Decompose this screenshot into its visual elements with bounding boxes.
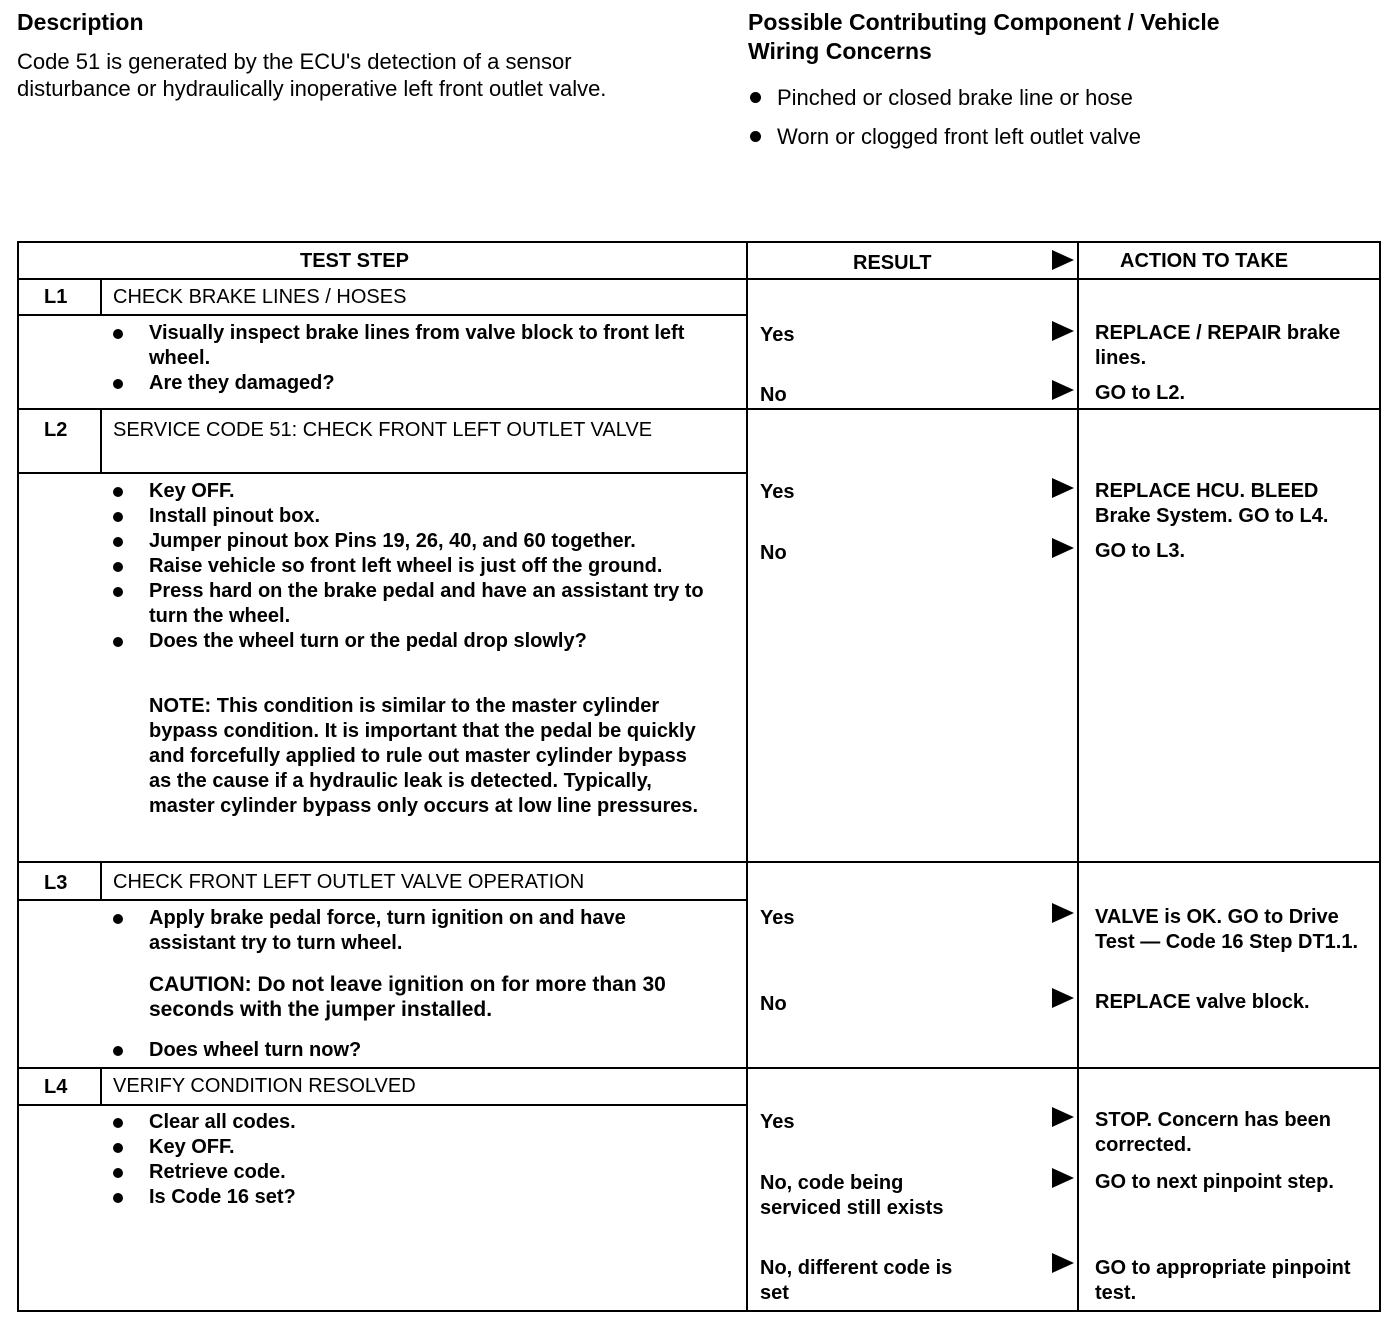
caution-l3: CAUTION: Do not leave ignition on for more than 30 seconds with the jumper installed.	[149, 973, 666, 1021]
header-result: RESULT	[853, 252, 932, 274]
step-id-l4: L4	[44, 1076, 68, 1098]
concern-item: Worn or clogged front left outlet valve	[750, 117, 1141, 156]
arrow-icon	[1052, 478, 1074, 498]
result-l3-no: No	[760, 993, 787, 1015]
arrow-icon	[1052, 903, 1074, 923]
action-l2-no: GO to L3.	[1095, 540, 1185, 562]
list-item: Does the wheel turn or the pedal drop slowly?	[113, 629, 713, 654]
list-item: Apply brake pedal force, turn ignition on and have assistant try to turn wheel.	[113, 906, 713, 956]
arrow-icon	[1052, 1168, 1074, 1188]
description-text: Code 51 is generated by the ECU's detection of a sensor disturbance or hydraulically inoperative left front outlet valve.	[17, 49, 607, 101]
list-item: Are they damaged?	[113, 371, 713, 396]
step-list-l3	[113, 906, 713, 956]
step-title-l1: CHECK BRAKE LINES / HOSES	[113, 286, 407, 308]
result-l2-yes: Yes	[760, 481, 795, 503]
action-l2-yes: REPLACE HCU. BLEED Brake System. GO to L4.	[1095, 480, 1329, 527]
list-item: Key OFF.	[113, 1135, 713, 1160]
header-test-step: TEST STEP	[300, 250, 409, 272]
step-title-l2: SERVICE CODE 51: CHECK FRONT LEFT OUTLET VALVE	[113, 419, 653, 441]
arrow-icon	[1052, 380, 1074, 400]
concerns-heading	[748, 8, 1368, 66]
list-item: Clear all codes.	[113, 1110, 713, 1135]
result-l4-no-same: No, code being serviced still exists	[760, 1172, 944, 1219]
arrow-icon	[1052, 321, 1074, 341]
list-item: Key OFF.	[113, 479, 713, 504]
arrow-icon	[1052, 1107, 1074, 1127]
action-l3-no: REPLACE valve block.	[1095, 991, 1310, 1013]
bullet-icon	[750, 131, 761, 142]
step-list-l1	[113, 321, 713, 396]
list-item: Jumper pinout box Pins 19, 26, 40, and 60 together.	[113, 529, 713, 554]
result-l1-yes: Yes	[760, 324, 795, 346]
concern-item: Pinched or closed brake line or hose	[750, 78, 1141, 117]
header-action: ACTION TO TAKE	[1120, 250, 1289, 272]
concerns-heading-line2: Wiring Concerns	[748, 38, 932, 64]
result-l1-no: No	[760, 384, 787, 406]
list-item: Does wheel turn now?	[113, 1038, 713, 1063]
step-list-l2	[113, 479, 713, 654]
list-item: Is Code 16 set?	[113, 1185, 713, 1210]
result-l3-yes: Yes	[760, 907, 795, 929]
note-l2: NOTE: This condition is similar to the master cylinder bypass condition. It is important that the pedal be quickly and forcefully applied to rule out master cylinder bypass as the cause if a hydraulic leak is detected. Typically, master cylinder bypass only occurs at low line pressures.	[149, 695, 699, 817]
list-item: Install pinout box.	[113, 504, 713, 529]
arrow-icon	[1052, 988, 1074, 1008]
step-id-l2: L2	[44, 419, 68, 441]
arrow-icon	[1052, 250, 1074, 270]
step-id-l3: L3	[44, 872, 68, 894]
step-list-l4	[113, 1110, 713, 1210]
result-l2-no: No	[760, 542, 787, 564]
step-title-l4: VERIFY CONDITION RESOLVED	[113, 1075, 416, 1097]
action-l1-yes: REPLACE / REPAIR brake lines.	[1095, 322, 1341, 369]
list-item: Visually inspect brake lines from valve block to front left wheel.	[113, 321, 713, 371]
result-l4-no-different: No, different code is set	[760, 1257, 953, 1304]
action-l1-no: GO to L2.	[1095, 382, 1185, 404]
list-item: Raise vehicle so front left wheel is just off the ground.	[113, 554, 713, 579]
result-l4-yes: Yes	[760, 1111, 795, 1133]
action-l4-no-different: GO to appropriate pinpoint test.	[1095, 1257, 1351, 1304]
arrow-icon	[1052, 1253, 1074, 1273]
description-heading: Description	[17, 9, 144, 35]
concerns-list	[750, 78, 1141, 156]
bullet-icon	[750, 92, 761, 103]
list-item: Retrieve code.	[113, 1160, 713, 1185]
arrow-icon	[1052, 538, 1074, 558]
step-id-l1: L1	[44, 286, 68, 308]
concerns-heading-line1: Possible Contributing Component / Vehicle	[748, 9, 1220, 35]
list-item: Press hard on the brake pedal and have an assistant try to turn the wheel.	[113, 579, 713, 629]
action-l3-yes: VALVE is OK. GO to Drive Test — Code 16 Step DT1.1.	[1095, 906, 1359, 953]
step-list-l3b	[113, 1038, 713, 1063]
action-l4-yes: STOP. Concern has been corrected.	[1095, 1109, 1332, 1156]
action-l4-no-same: GO to next pinpoint step.	[1095, 1171, 1334, 1193]
step-title-l3: CHECK FRONT LEFT OUTLET VALVE OPERATION	[113, 871, 585, 893]
